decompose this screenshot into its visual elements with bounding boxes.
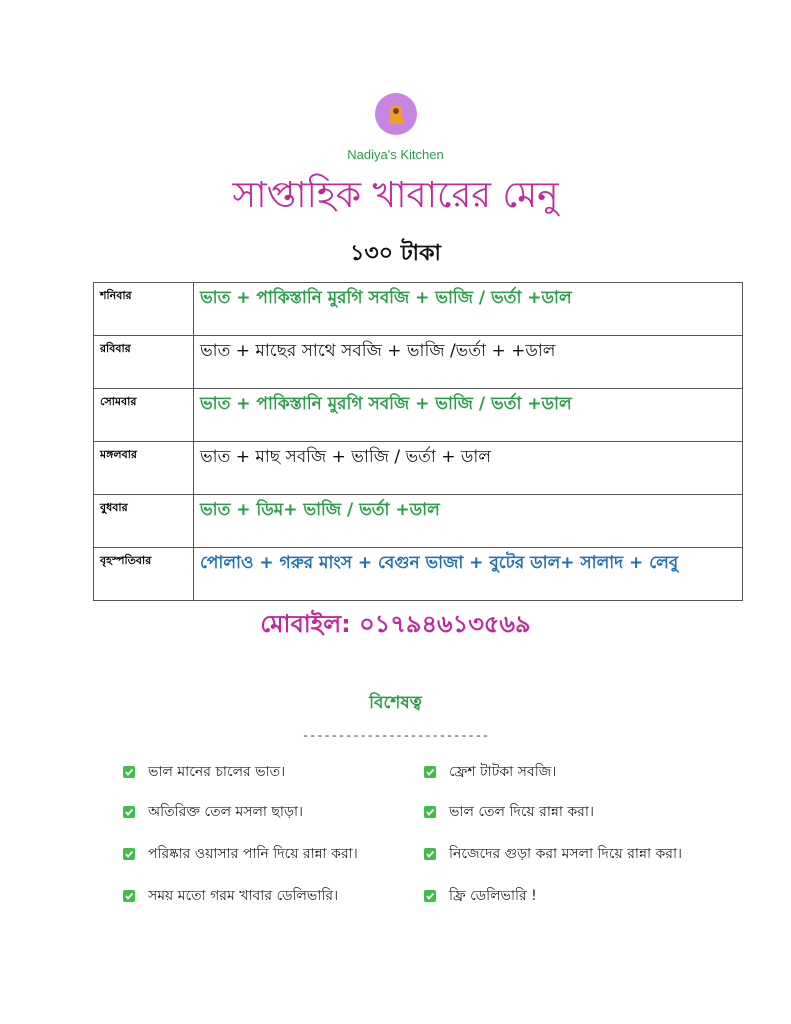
check-box-icon (424, 848, 436, 860)
meal-cell: ভাত + মাছ সবজি + ভাজি / ভর্তা + ডাল (194, 442, 743, 495)
check-box-icon (123, 848, 135, 860)
feature-text: ভাল তেল দিয়ে রান্না করা। (449, 804, 594, 820)
check-box-icon (123, 890, 135, 902)
meal-cell: ভাত + মাছের সাথে সবজি + ভাজি /ভর্তা + +ডাল (194, 336, 743, 389)
table-row (94, 548, 743, 601)
meal-cell: ভাত + পাকিস্তানি মুরগি সবজি + ভাজি / ভর্তা +ডাল (194, 283, 743, 336)
day-cell: রবিবার (94, 336, 194, 389)
brand-name: Nadiya's Kitchen (347, 147, 444, 162)
price-label: ১৩০ টাকা (350, 241, 441, 266)
feature-item (424, 884, 537, 908)
table-row (94, 283, 743, 336)
page-title: সাপ্তাহিক খাবারের মেনু (232, 175, 559, 216)
feature-text: ফ্রেশ টাটকা সবজি। (449, 764, 557, 780)
table-row (94, 336, 743, 389)
table-row (94, 495, 743, 548)
day-cell: শনিবার (94, 283, 194, 336)
meal-cell: ভাত + ডিম+ ভাজি / ভর্তা +ডাল (194, 495, 743, 548)
feature-item (123, 842, 358, 866)
table-row (94, 442, 743, 495)
check-box-icon (424, 890, 436, 902)
check-box-icon (424, 766, 436, 778)
feature-text: অতিরিক্ত তেল মসলা ছাড়া। (148, 804, 304, 820)
feature-item (424, 760, 556, 784)
meal-cell: পোলাও + গরুর মাংস + বেগুন ভাজা + বুটের ডাল+ সালাদ + লেবু (194, 548, 743, 601)
feature-item (424, 842, 682, 866)
feature-text: ফ্রি ডেলিভারি ! (449, 888, 537, 904)
feature-item (123, 884, 338, 908)
mobile-number: মোবাইল: ০১৭৯৪৬১৩৫৬৯ (260, 610, 531, 638)
day-cell: সোমবার (94, 389, 194, 442)
features-heading: বিশেষত্ব (369, 693, 422, 713)
meal-cell: ভাত + পাকিস্তানি মুরগি সবজি + ভাজি / ভর্তা +ডাল (194, 389, 743, 442)
kitchen-logo-icon (375, 93, 417, 135)
weekly-menu-table (93, 282, 743, 601)
feature-text: সময় মতো গরম খাবার ডেলিভারি। (148, 888, 339, 904)
table-row (94, 389, 743, 442)
day-cell: বৃহস্পতিবার (94, 548, 194, 601)
feature-text: নিজেদের গুড়া করা মসলা দিয়ে রান্না করা। (449, 846, 683, 862)
day-cell: বুধবার (94, 495, 194, 548)
day-cell: মঙ্গলবার (94, 442, 194, 495)
feature-item (424, 800, 594, 824)
feature-item (123, 760, 285, 784)
check-box-icon (123, 806, 135, 818)
divider-line: -------------------------- (301, 729, 490, 743)
check-box-icon (123, 766, 135, 778)
feature-text: পরিষ্কার ওয়াসার পানি দিয়ে রান্না করা। (148, 846, 358, 862)
feature-item (123, 800, 303, 824)
check-box-icon (424, 806, 436, 818)
feature-text: ভাল মানের চালের ভাত। (148, 764, 286, 780)
